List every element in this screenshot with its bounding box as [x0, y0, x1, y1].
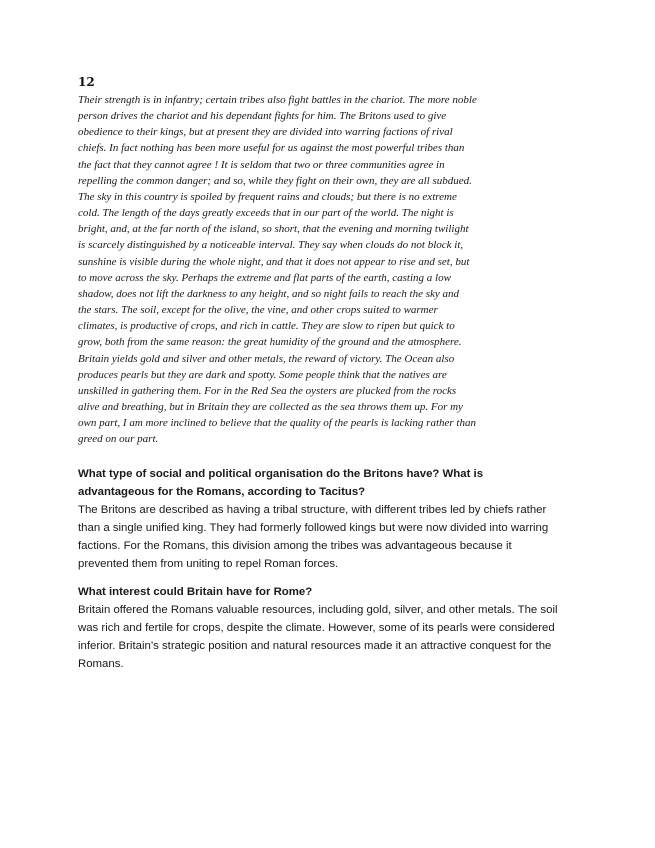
answer-line: prevented them from uniting to repel Roman forces. — [78, 558, 339, 570]
excerpt-line: cold. The length of the days greatly exceeds that in our part of the world. The night is — [78, 207, 454, 220]
question-line: What type of social and political organisation do the Britons have? What is — [78, 468, 484, 480]
excerpt-line: grow, both from the same reason: the great humidity of the ground and the atmosphere. — [78, 336, 462, 349]
question-line: What interest could Britain have for Rome? — [78, 586, 313, 598]
excerpt-line: to move across the sky. Perhaps the extreme and flat parts of the earth, casting a low — [78, 271, 451, 284]
excerpt-line: Britain yields gold and silver and other metals, the reward of victory. The Ocean also — [78, 352, 455, 365]
answer-line: inferior. Britain’s strategic position and natural resources made it an attractive conquest for the — [78, 640, 552, 652]
question-heading — [78, 583, 578, 601]
excerpt-line: greed on our part. — [78, 433, 159, 446]
excerpt-line: sunshine is visible during the whole night, and that it does not appear to rise and set, but — [78, 255, 470, 268]
excerpt-line: is scarcely distinguished by a noticeable interval. They say when clouds do not block it, — [78, 239, 464, 252]
excerpt-line: the fact that they cannot agree ! It is seldom that two or three communities agree in — [78, 158, 445, 171]
excerpt-line: person drives the chariot and his dependant fights for him. The Britons used to give — [78, 110, 447, 123]
qa-block-social-organisation — [78, 465, 578, 573]
qa-block-britain-interest — [78, 583, 578, 673]
answer-line: Romans. — [78, 658, 124, 670]
excerpt-line: shadow, does not lift the darkness to any height, and so night fails to reach the sky and — [78, 287, 459, 300]
tacitus-excerpt — [78, 92, 508, 447]
answer-line: Britain offered the Romans valuable resources, including gold, silver, and other metals. The soil — [78, 604, 558, 616]
excerpt-line: climates, is productive of crops, and rich in cattle. They are slow to ripen but quick to — [78, 320, 455, 333]
excerpt-line: The sky in this country is spoiled by frequent rains and clouds; but there is no extreme — [78, 190, 457, 203]
excerpt-line: the stars. The soil, except for the olive, the vine, and other crops suited to warmer — [78, 304, 438, 317]
excerpt-line: produces pearls but they are dark and spotty. Some people think that the natives are — [78, 368, 447, 381]
question-heading — [78, 465, 578, 501]
excerpt-line: repelling the common danger; and so, while they fight on their own, they are all subdued. — [78, 174, 472, 187]
excerpt-line: bright, and, at the far north of the island, so short, that the evening and morning twilight — [78, 223, 469, 236]
excerpt-line: own part, I am more inclined to believe that the quality of the pearls is lacking rather than — [78, 417, 476, 430]
answer-line: The Britons are described as having a tribal structure, with different tribes led by chiefs rather — [78, 504, 547, 516]
answer-line: factions. For the Romans, this division among the tribes was advantageous because it — [78, 540, 512, 552]
answer-line: than a single unified king. They had formerly followed kings but were now divided into warring — [78, 522, 549, 534]
excerpt-line: unskilled in gathering them. For in the Red Sea the oysters are plucked from the rocks — [78, 384, 457, 397]
question-line: advantageous for the Romans, according to Tacitus? — [78, 486, 366, 498]
answer-paragraph — [78, 501, 578, 573]
excerpt-line: alive and breathing, but in Britain they are collected as the sea throws them up. For my — [78, 400, 463, 413]
excerpt-line: Their strength is in infantry; certain tribes also fight battles in the chariot. The more noble — [78, 94, 477, 106]
answer-paragraph — [78, 601, 578, 673]
excerpt-line: obedience to their kings, but at present they are divided into warring factions of rival — [78, 126, 453, 139]
excerpt-line: chiefs. In fact nothing has been more useful for us against the most powerful tribes than — [78, 142, 465, 155]
answer-line: was rich and fertile for crops, despite the climate. However, some of its pearls were considered — [78, 622, 555, 634]
page-number: 12 — [78, 75, 95, 89]
